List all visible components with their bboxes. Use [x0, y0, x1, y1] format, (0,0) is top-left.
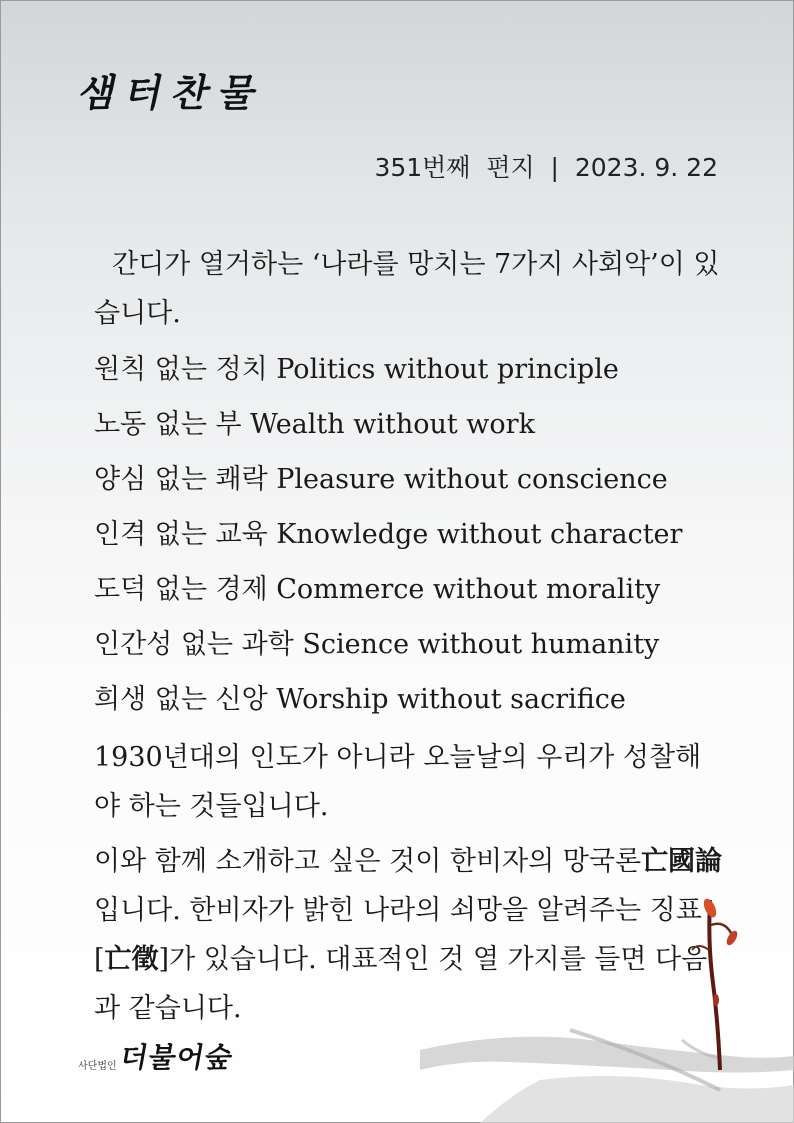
issue-info: 351번째 편지 | 2023. 9. 22: [374, 153, 718, 182]
hanja-mangukron: 亡國論: [641, 846, 723, 877]
closing-text-2: 입니다. 한비자가 밝힌 나라의 쇠망을 알려주는 징표[: [94, 895, 702, 975]
sin-item: 희생 없는 신앙 Worship without sacrifice: [94, 684, 626, 715]
sin-item: 노동 없는 부 Wealth without work: [94, 409, 535, 440]
intro-paragraph: 간디가 열거하는 ‘나라를 망치는 7가지 사회악’이 있습니다.: [94, 249, 720, 329]
plant-illustration: [420, 880, 794, 1123]
closing-text-3: ]가 있습니다. 대표적인 것 열 가지를 들면 다음과 같습니다.: [94, 944, 708, 1024]
sin-item: 양심 없는 쾌락 Pleasure without conscience: [94, 464, 668, 495]
sin-item: 원칙 없는 정치 Politics without principle: [94, 354, 619, 385]
organization-logo: [78, 1036, 236, 1076]
sin-item: 도덕 없는 경제 Commerce without morality: [94, 574, 661, 605]
sin-item: 인간성 없는 과학 Science without humanity: [94, 629, 660, 660]
org-name: 더불어숲: [117, 1041, 236, 1074]
reflection-paragraph: 1930년대의 인도가 아니라 오늘날의 우리가 성찰해야 하는 것들입니다.: [94, 742, 702, 822]
hanja-mangjing: 亡徵: [104, 944, 159, 975]
closing-text-1: 이와 함께 소개하고 싶은 것이 한비자의 망국론: [94, 846, 642, 877]
masthead-title: 샘터찬물: [74, 71, 271, 115]
org-prefix: 사단법인: [78, 1061, 117, 1072]
sin-item: 인격 없는 교육 Knowledge without character: [94, 519, 683, 550]
